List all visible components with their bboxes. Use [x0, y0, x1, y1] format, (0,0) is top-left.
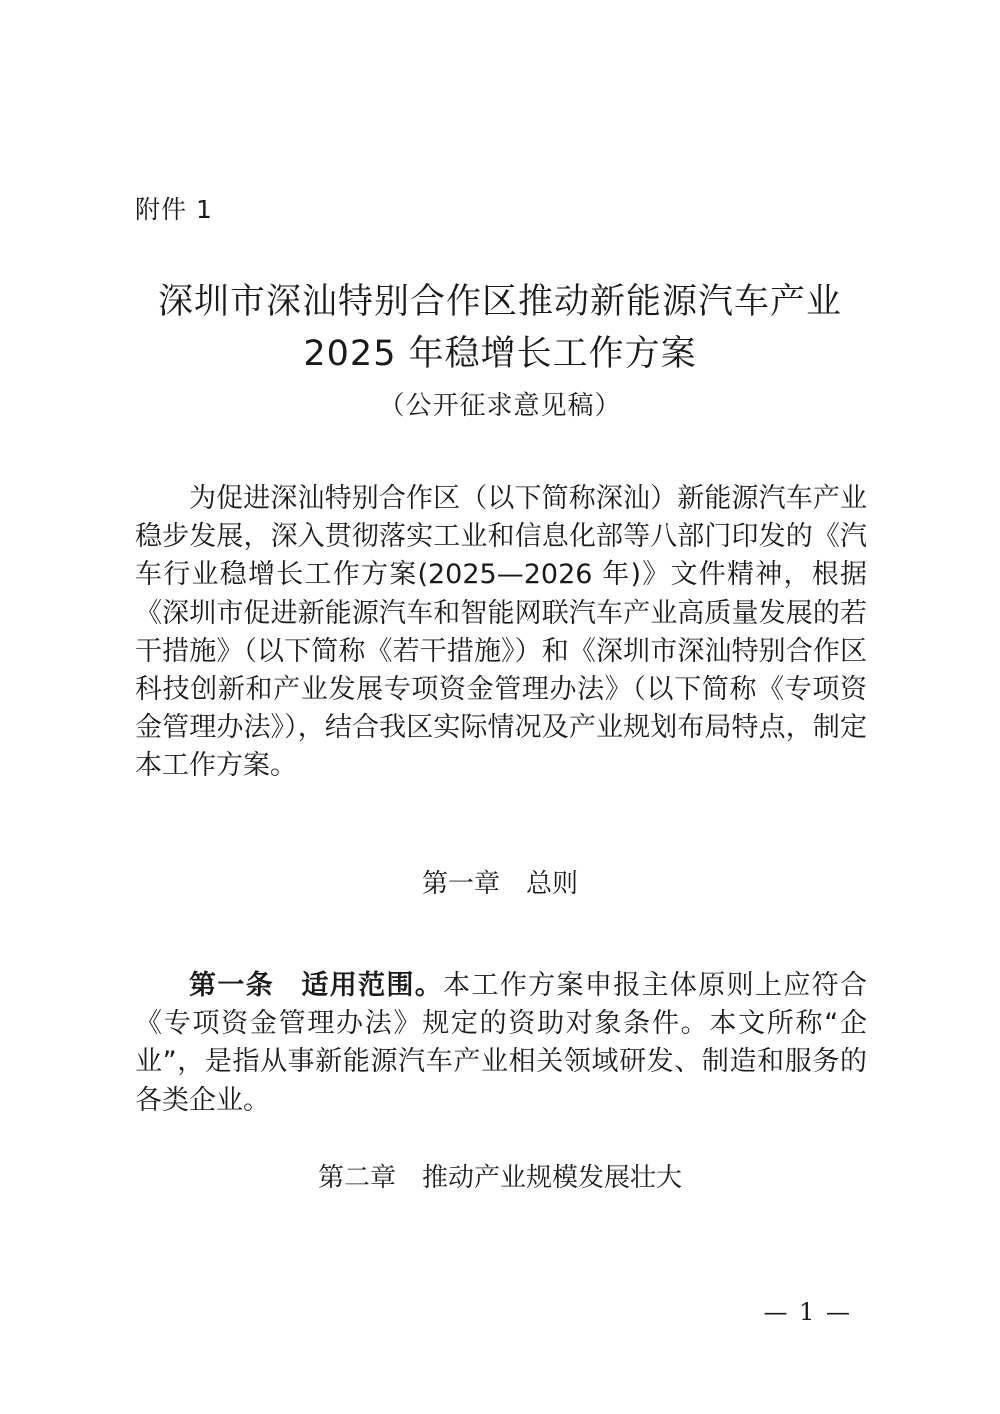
document-title-block [0, 276, 1000, 426]
intro-paragraph: 为促进深汕特别合作区（以下简称深汕）新能源汽车产业稳步发展，深入贯彻落实工业和信息化部等八部门印发的《汽车行业稳增长工作方案(2025—2026 年)》文件精神，根据《深圳市促进新能源汽车和智能网联汽车产业高质量发展的若干措施》（以下简称《若干措施》）和《深圳市深汕特别合作区科技创新和产业发展专项资金管理办法》（以下简称《专项资金管理办法》），结合我区实际情况及产业规划布局特点，制定本工作方案。 [135, 483, 867, 782]
article-1-heading: 适用范围。 [300, 970, 444, 1001]
chapter-1-number: 第一章 [421, 869, 500, 899]
chapter-2-number: 第二章 [317, 1163, 396, 1193]
chapter-1-name: 总则 [526, 869, 579, 899]
chapter-2-heading [0, 1160, 1000, 1196]
article-1-label [189, 970, 443, 1001]
document-subtitle: （公开征求意见稿） [378, 391, 622, 421]
document-title-line-2: 2025 年稳增长工作方案 [303, 334, 697, 374]
page-number: — 1 — [763, 1298, 852, 1326]
attachment-label: 附件 1 [135, 195, 213, 224]
article-1-text: 本工作方案申报主体原则上应符合《专项资金管理办法》规定的资助对象条件。本文所称“企业”，是指从事新能源汽车产业相关领域研发、制造和服务的各类企业。 [135, 970, 868, 1116]
article-1-number: 第一条 [189, 970, 275, 1001]
chapter-1-heading [0, 866, 1000, 902]
chapter-2-name: 推动产业规模发展壮大 [422, 1163, 683, 1193]
document-title-line-1: 深圳市深汕特别合作区推动新能源汽车产业 [157, 282, 842, 322]
article-1-paragraph [135, 967, 867, 1120]
